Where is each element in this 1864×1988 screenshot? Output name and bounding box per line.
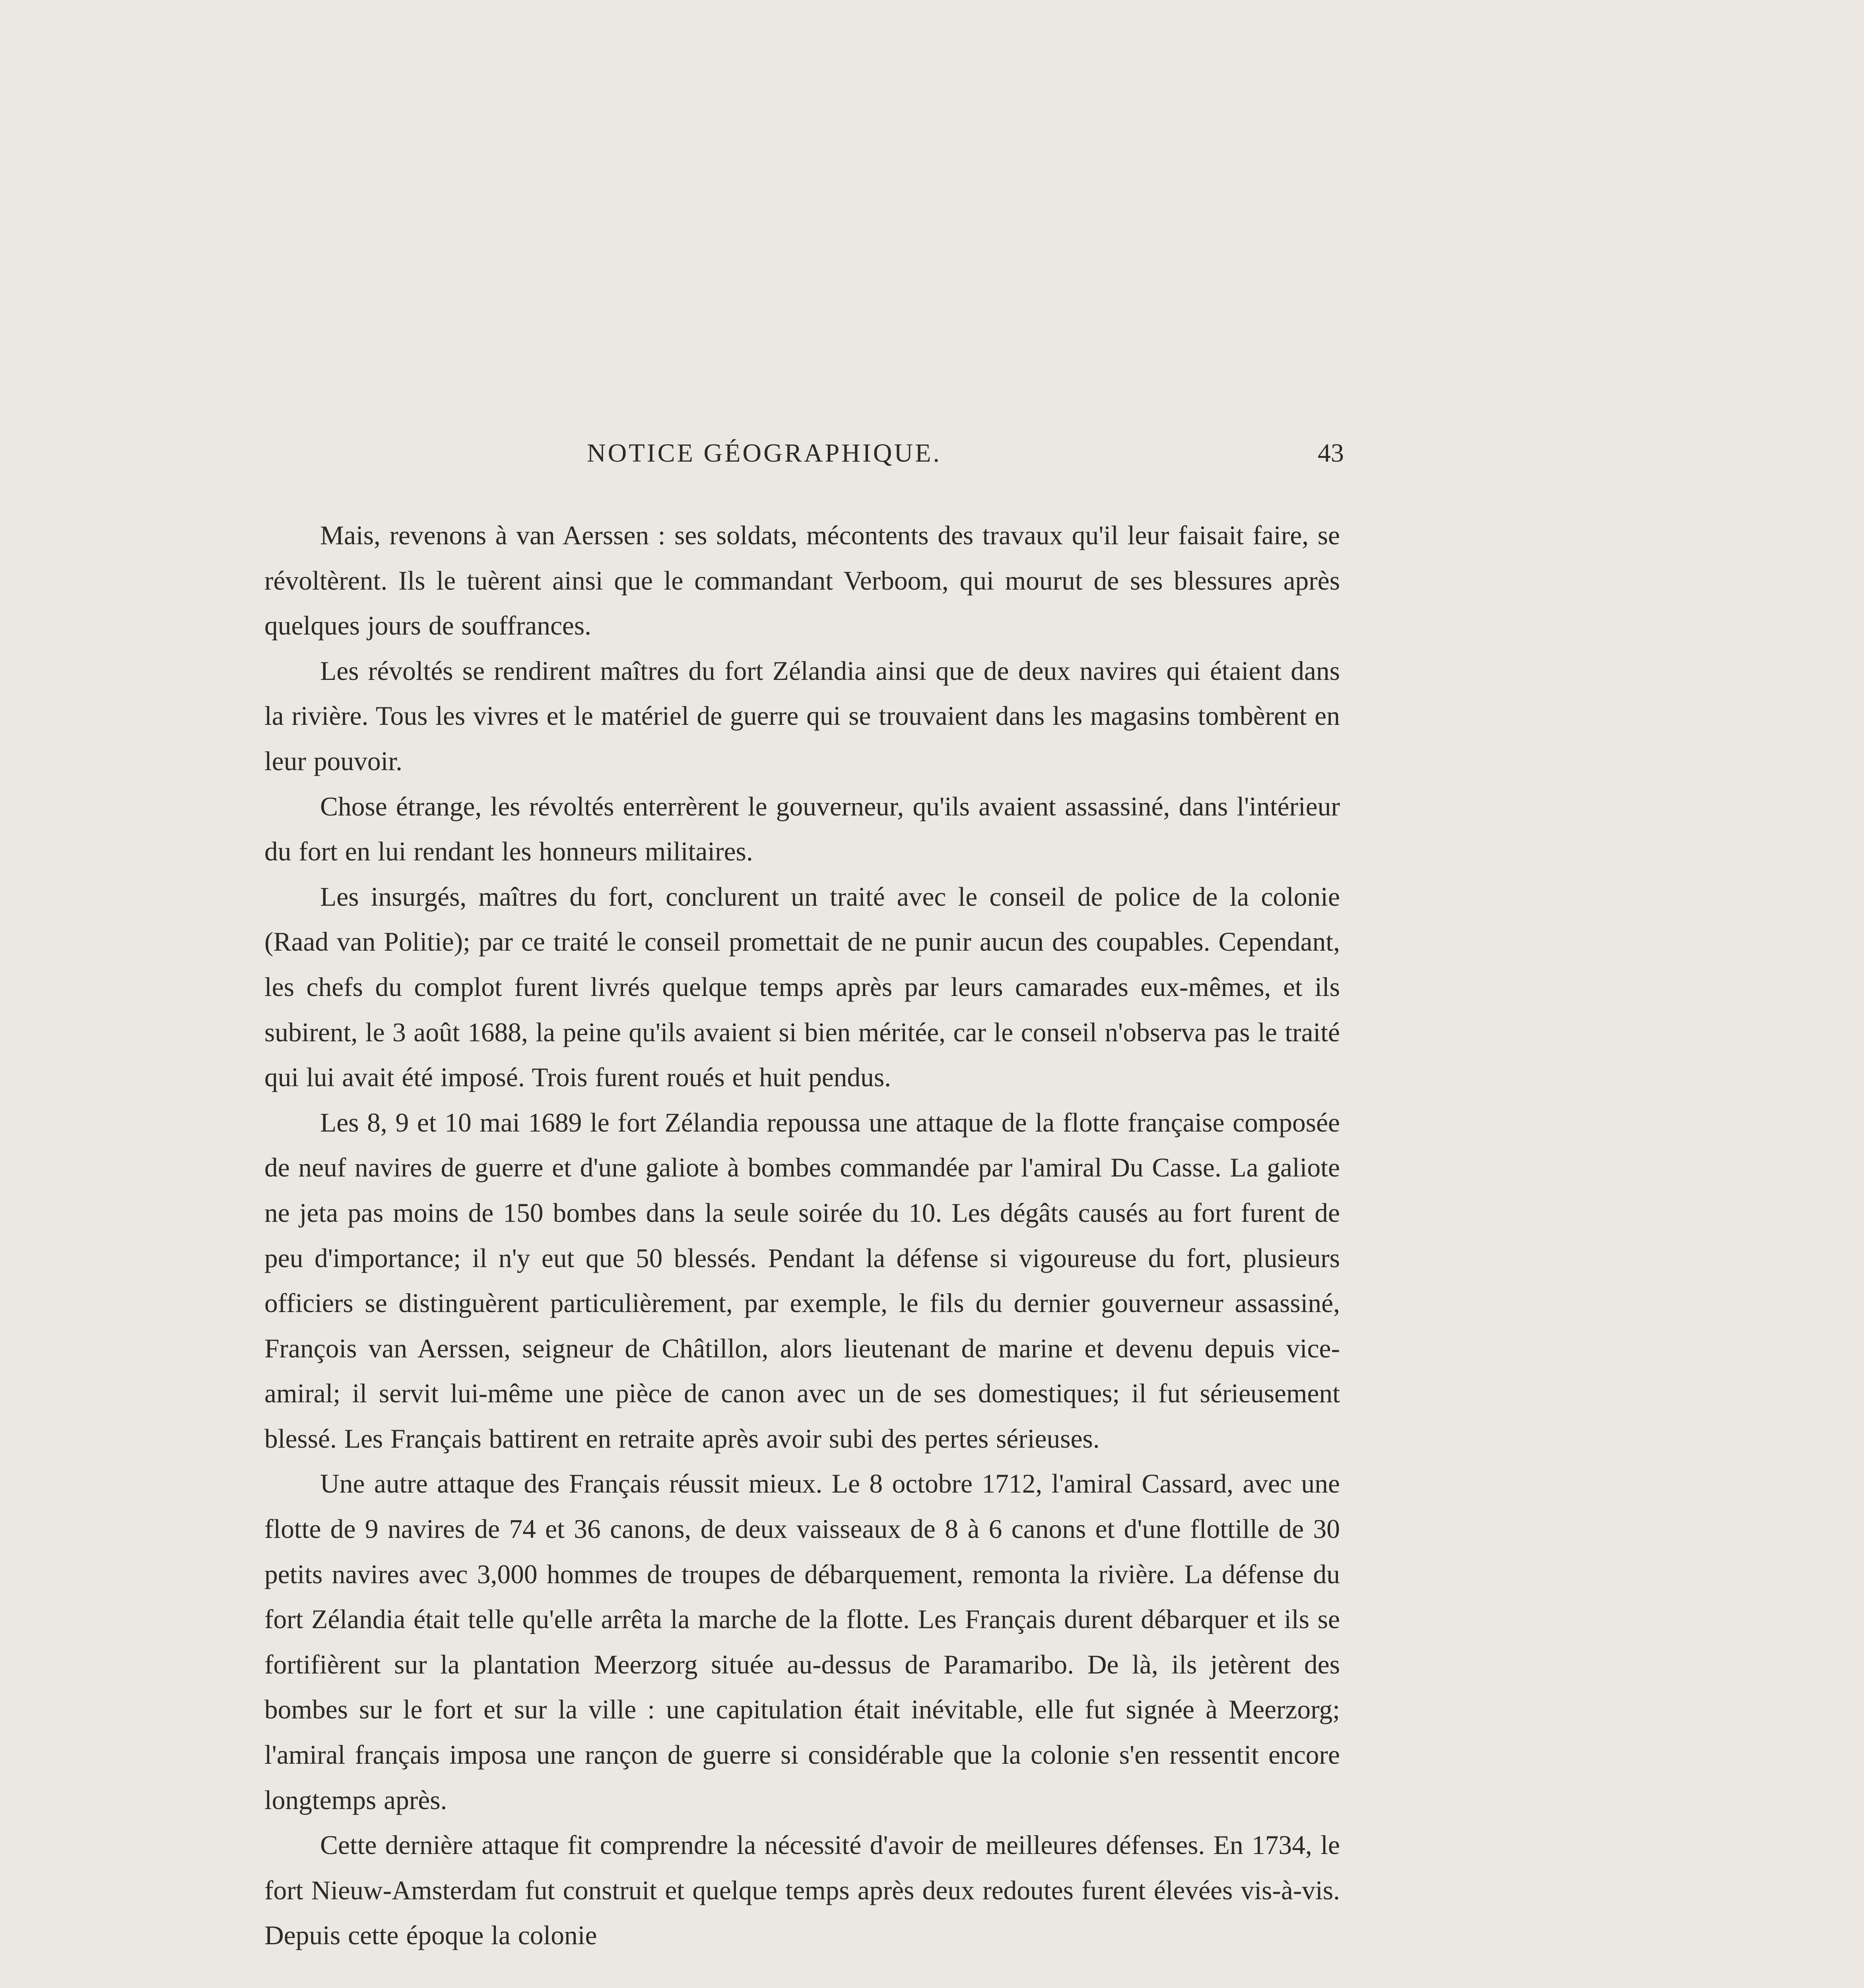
paragraph: Cette dernière attaque fit comprendre la nécessité d'avoir de meilleures défenses. En 1734, le fort Nieuw-Amsterdam fut construit et quelque temps après deux redoutes furent élevées vis-à-vis. Depuis cette époque la colonie [264, 1830, 1340, 1951]
paragraph: Mais, revenons à van Aerssen : ses soldats, mécontents des travaux qu'il leur faisait faire, se révoltèrent. Ils le tuèrent ainsi que le commandant Verboom, qui mourut de ses blessures après quelques jours de souffrances. [264, 520, 1340, 641]
page-header [573, 429, 1344, 477]
paragraph: Les insurgés, maîtres du fort, conclurent un traité avec le conseil de police de la colonie (Raad van Politie); par ce traité le conseil promettait de ne punir aucun des coupables. Cependant, les chefs du complot furent livrés quelque temps après par leurs camarades eux-mêmes, et ils subirent, le 3 août 1688, la peine qu'ils avaient si bien méritée, car le conseil n'observa pas le traité qui lui avait été imposé. Trois furent roués et huit pendus. [264, 881, 1340, 1093]
page-number: 43 [1318, 439, 1344, 468]
body-text [264, 513, 1340, 1958]
paragraph: Une autre attaque des Français réussit mieux. Le 8 octobre 1712, l'amiral Cassard, avec une flotte de 9 navires de 74 et 36 canons, de deux vaisseaux de 8 à 6 canons et d'une flottille de 30 petits navires avec 3,000 hommes de troupes de débarquement, remonta la rivière. La défense du fort Zélandia était telle qu'elle arrêta la marche de la flotte. Les Français durent débarquer et ils se fortifièrent sur la plantation Meerzorg située au-dessus de Paramaribo. De là, ils jetèrent des bombes sur le fort et sur la ville : une capitulation était inévitable, elle fut signée à Meerzorg; l'amiral français imposa une rançon de guerre si considérable que la colonie s'en ressentit encore longtemps après. [264, 1469, 1340, 1815]
paragraph: Les 8, 9 et 10 mai 1689 le fort Zélandia repoussa une attaque de la flotte française composée de neuf navires de guerre et d'une galiote à bombes commandée par l'amiral Du Casse. La galiote ne jeta pas moins de 150 bombes dans la seule soirée du 10. Les dégâts causés au fort furent de peu d'importance; il n'y eut que 50 blessés. Pendant la défense si vigoureuse du fort, plusieurs officiers se distinguèrent particulièrement, par exemple, le fils du dernier gouverneur assassiné, François van Aerssen, seigneur de Châtillon, alors lieutenant de marine et devenu depuis vice-amiral; il servit lui-même une pièce de canon avec un de ses domestiques; il fut sérieusement blessé. Les Français battirent en retraite après avoir subi des pertes sérieuses. [264, 1107, 1340, 1454]
paragraph: Les révoltés se rendirent maîtres du fort Zélandia ainsi que de deux navires qui étaient dans la rivière. Tous les vivres et le matériel de guerre qui se trouvaient dans les magasins tombèrent en leur pouvoir. [264, 656, 1340, 776]
paragraph: Chose étrange, les révoltés enterrèrent le gouverneur, qu'ils avaient assassiné, dans l'intérieur du fort en lui rendant les honneurs militaires. [264, 791, 1340, 867]
running-title: NOTICE GÉOGRAPHIQUE. [587, 439, 942, 468]
